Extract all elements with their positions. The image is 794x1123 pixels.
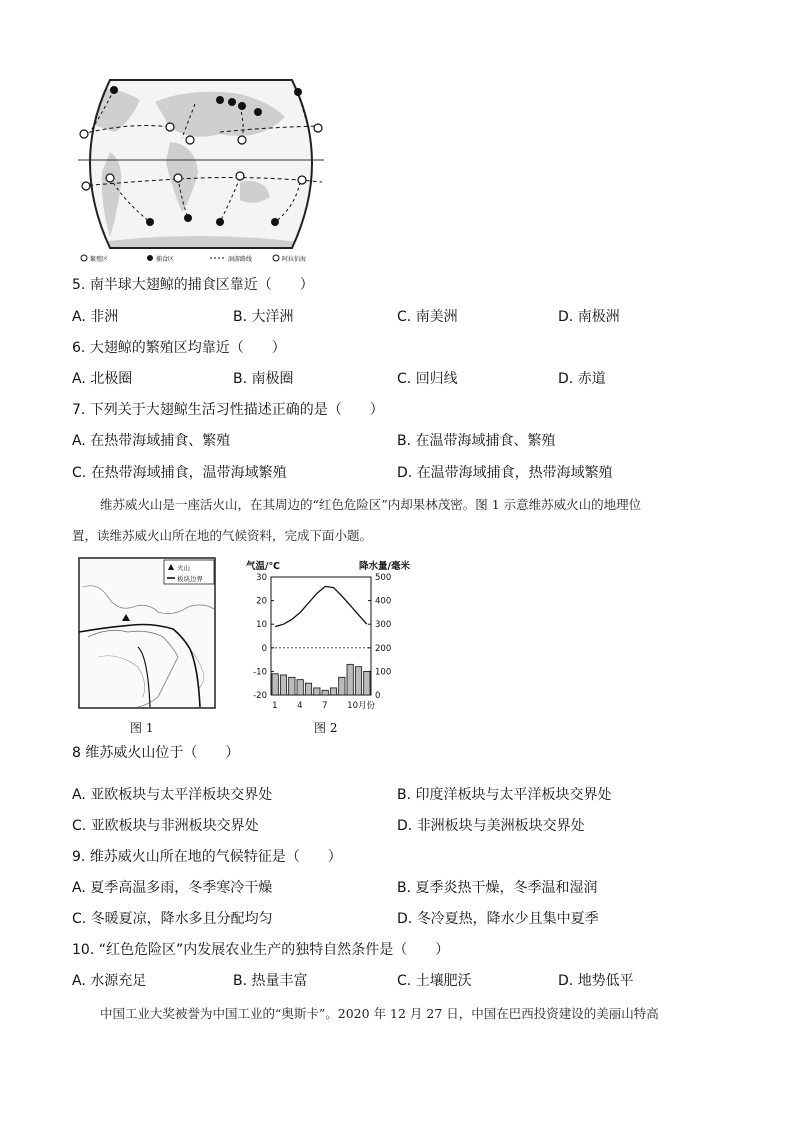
right-tick-label: 100 [375,667,392,678]
left-tick-label: 30 [256,573,267,583]
option-9a[interactable]: A. 夏季高温多雨，冬季寒冷干燥 [72,880,273,896]
question-stem: “红色危险区”内发展农业生产的独特自然条件是（ ） [98,942,450,958]
legend-feeding: 捕食区 [156,256,175,263]
question-stem: 维苏威火山所在地的气候特征是（ ） [89,849,342,865]
figure-2-climate-chart [240,557,410,712]
question-number: 7. [72,402,86,418]
passage-2-line-1: 中国工业大奖被誉为中国工业的“奥斯卡”。2020 年 12 月 27 日，中国在巴西投资建设的美丽山特高 [100,1006,659,1021]
question-stem: 下列关于大翅鲸生活习性描述正确的是（ ） [89,402,384,418]
question-10 [72,941,449,959]
passage-1-line-2: 置，读维苏威火山所在地的气候资料，完成下面小题。 [72,528,373,543]
left-tick-label: 20 [256,596,267,607]
figure-2-caption: 图 2 [314,721,338,735]
option-5c[interactable]: C. 南美洲 [397,309,458,325]
option-10c[interactable]: C. 土壤肥沃 [397,973,472,989]
question-number: 10. [72,942,95,958]
precipitation-bar [314,688,320,695]
option-6d[interactable]: D. 赤道 [558,371,606,387]
option-10a[interactable]: A. 水源充足 [72,973,147,989]
question-stem: 南半球大翅鲸的捕食区靠近（ ） [89,277,314,293]
option-8a[interactable]: A. 亚欧板块与太平洋板块交界处 [72,787,273,803]
question-number: 9. [72,849,86,865]
legend-plate-boundary: 板块边界 [177,575,203,583]
precipitation-bar [297,680,303,695]
x-tick-label: 7 [322,701,328,711]
precipitation-bar [330,688,336,695]
left-tick-label: 0 [261,643,267,654]
right-tick-label: 0 [375,691,381,701]
right-tick-label: 300 [375,620,392,631]
option-7a[interactable]: A. 在热带海域捕食、繁殖 [72,433,231,449]
figure-1-map [78,557,216,709]
precipitation-bar [347,664,353,695]
question-stem: 维苏威火山位于（ ） [85,745,240,761]
option-5d[interactable]: D. 南极洲 [558,309,620,325]
temperature-line [275,586,367,626]
legend-arabian-sea: 阿拉伯海 [282,256,307,263]
option-6c[interactable]: C. 回归线 [397,371,458,387]
precipitation-bar [289,677,295,695]
option-7c[interactable]: C. 在热带海域捕食，温带海域繁殖 [72,465,287,481]
legend-volcano: 火山 [177,564,190,572]
precipitation-bar [280,675,286,695]
option-6b[interactable]: B. 南极圈 [233,371,294,387]
legend-route: 洄游路线 [228,256,253,263]
precipitation-bar [364,671,370,695]
left-tick-label: 10 [256,620,267,631]
question-number: 8 [72,745,81,761]
precipitation-bar [272,674,278,695]
figure-1-caption: 图 1 [130,721,154,735]
whale-migration-map [70,72,332,268]
right-tick-label: 400 [375,596,392,607]
option-5a[interactable]: A. 非洲 [72,309,119,325]
precipitation-bar [355,667,361,695]
left-tick-label: -20 [253,691,267,701]
passage-1-line-1: 维苏威火山是一座活火山，在其周边的“红色危险区”内却果林茂密。图 1 示意维苏威火山的地理位 [100,497,642,512]
question-number: 6. [72,340,86,356]
x-tick-label: 10月份 [347,701,375,711]
question-6 [72,339,286,357]
left-axis-label: 气温/℃ [246,561,280,572]
right-tick-label: 200 [375,643,392,654]
question-7 [72,401,384,419]
precipitation-bar [305,683,311,695]
option-8d[interactable]: D. 非洲板块与美洲板块交界处 [397,818,585,834]
x-tick-label: 1 [272,701,278,711]
option-10b[interactable]: B. 热量丰富 [233,973,308,989]
right-tick-label: 500 [375,573,392,583]
legend-breeding: 繁殖区 [90,256,109,263]
option-6a[interactable]: A. 北极圈 [72,371,133,387]
option-5b[interactable]: B. 大洋洲 [233,309,294,325]
option-10d[interactable]: D. 地势低平 [558,973,634,989]
question-5 [72,276,314,294]
question-8 [72,744,239,762]
option-7b[interactable]: B. 在温带海域捕食、繁殖 [397,433,556,449]
option-8c[interactable]: C. 亚欧板块与非洲板块交界处 [72,818,259,834]
option-9b[interactable]: B. 夏季炎热干燥，冬季温和湿润 [397,880,598,896]
question-9 [72,848,342,866]
question-number: 5. [72,277,86,293]
option-8b[interactable]: B. 印度洋板块与太平洋板块交界处 [397,787,612,803]
precipitation-bar [322,690,328,695]
question-stem: 大翅鲸的繁殖区均靠近（ ） [89,340,286,356]
option-9c[interactable]: C. 冬暖夏凉，降水多且分配均匀 [72,911,273,927]
option-9d[interactable]: D. 冬冷夏热，降水少且集中夏季 [397,911,599,927]
precipitation-bar [339,677,345,695]
right-axis-label: 降水量/毫米 [359,561,410,572]
left-tick-label: -10 [253,667,267,678]
option-7d[interactable]: D. 在温带海域捕食，热带海域繁殖 [397,465,613,481]
x-tick-label: 4 [297,701,303,711]
